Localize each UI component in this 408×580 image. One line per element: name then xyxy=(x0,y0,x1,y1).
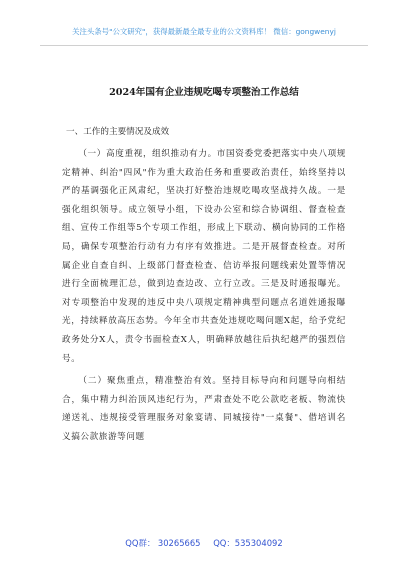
footer-contact xyxy=(0,537,408,549)
header-divider xyxy=(40,45,368,46)
document-title: 2024年国有企业违规吃喝专项整治工作总结 xyxy=(109,87,299,98)
footer-qq-group: QQ群： 30265665 xyxy=(125,538,201,548)
paragraph: （二）聚焦重点，精准整治有效。坚持目标导向和问题导向相结合，集中精力纠治顶风违纪行为，严肃查处不吃公款吃老板、物流快递送礼、违规接受管理服务对象宴请、同城接待"一桌餐"、借培训名义搞公款旅游等问题 xyxy=(62,376,346,442)
paragraph: （一）高度重视，组织推动有力。市国资委党委把落实中央八项规定精神、纠治"四风"作为重大政治任务和重要政治责任，始终坚持以严的基调强化正风肃纪，坚决打好整治违规吃喝攻坚战持久战。一是强化组织领导。成立领导小组，下设办公室和综合协调组、督查检查组、宣传工作组等5个专项工作组，形成上下联动、横向协同的工作格局，确保专项整治行动有力有序有效推进。二是开展督查检查。对所属企业自查自纠、上级部门督查检查、信访举报问题线索处置等情况进行全面梳理汇总，做到边查边改、立行立改。三是及时通报曝光。对专项整治中发现的违反中央八项规定精神典型问题点名道姓通报曝光，持续释放高压态势。今年全市共查处违规吃喝问题X起，给予党纪政务处分X人，责令书面检查X人，明确释放越往后执纪越严的强烈信号。 xyxy=(62,149,346,364)
header-notice: 关注头条号"公文研究"，获得最新最全最专业的公文资料库！ 微信：gongwenyj xyxy=(72,27,336,36)
footer-qq-number: QQ：535304092 xyxy=(213,538,283,548)
section-heading: 一、工作的主要情况及成效 xyxy=(66,127,170,137)
document-body xyxy=(62,125,346,449)
